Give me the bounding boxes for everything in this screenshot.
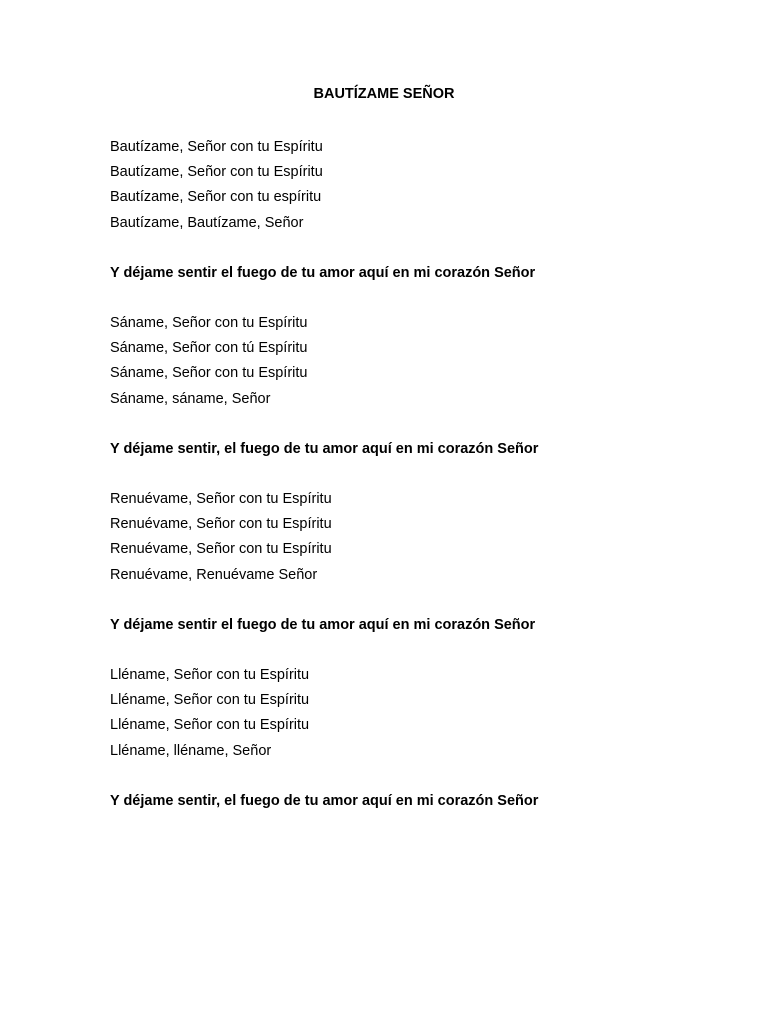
stanza-3 bbox=[110, 487, 730, 588]
verse-line: Renuévame, Señor con tu Espíritu bbox=[110, 541, 332, 558]
verse-line: Bautízame, Bautízame, Señor bbox=[110, 214, 304, 231]
verse-line: Lléname, Señor con tu Espíritu bbox=[110, 692, 310, 709]
verse-line: Lléname, Señor con tu Espíritu bbox=[110, 667, 310, 684]
verse-line: Sáname, Señor con tu Espíritu bbox=[110, 365, 308, 382]
verse-line: Sáname, sáname, Señor bbox=[110, 390, 271, 407]
page-title: BAUTÍZAME SEÑOR bbox=[313, 86, 455, 102]
verse-line: Bautízame, Señor con tu espíritu bbox=[110, 189, 322, 206]
verse-line: Renuévame, Señor con tu Espíritu bbox=[110, 491, 332, 508]
stanza-4 bbox=[110, 663, 730, 764]
verse-line: Renuévame, Renuévame Señor bbox=[110, 566, 318, 583]
verse-line: Lléname, Señor con tu Espíritu bbox=[110, 717, 310, 734]
verse-line: Lléname, lléname, Señor bbox=[110, 742, 272, 759]
stanza-1 bbox=[110, 135, 730, 236]
verse-line: Bautízame, Señor con tu Espíritu bbox=[110, 139, 323, 155]
verse-line: Bautízame, Señor con tu Espíritu bbox=[110, 164, 323, 181]
lyrics-body bbox=[110, 135, 730, 839]
stanza-2 bbox=[110, 311, 730, 412]
chorus-line-1: Y déjame sentir el fuego de tu amor aquí en mi corazón Señor bbox=[110, 264, 536, 281]
chorus-line-2: Y déjame sentir, el fuego de tu amor aquí en mi corazón Señor bbox=[110, 440, 539, 457]
chorus-line-3: Y déjame sentir el fuego de tu amor aquí en mi corazón Señor bbox=[110, 616, 536, 633]
chorus-line-4: Y déjame sentir, el fuego de tu amor aquí en mi corazón Señor bbox=[110, 792, 539, 809]
verse-line: Renuévame, Señor con tu Espíritu bbox=[110, 516, 332, 533]
verse-line: Sáname, Señor con tu Espíritu bbox=[110, 315, 308, 332]
verse-line: Sáname, Señor con tú Espíritu bbox=[110, 340, 308, 357]
